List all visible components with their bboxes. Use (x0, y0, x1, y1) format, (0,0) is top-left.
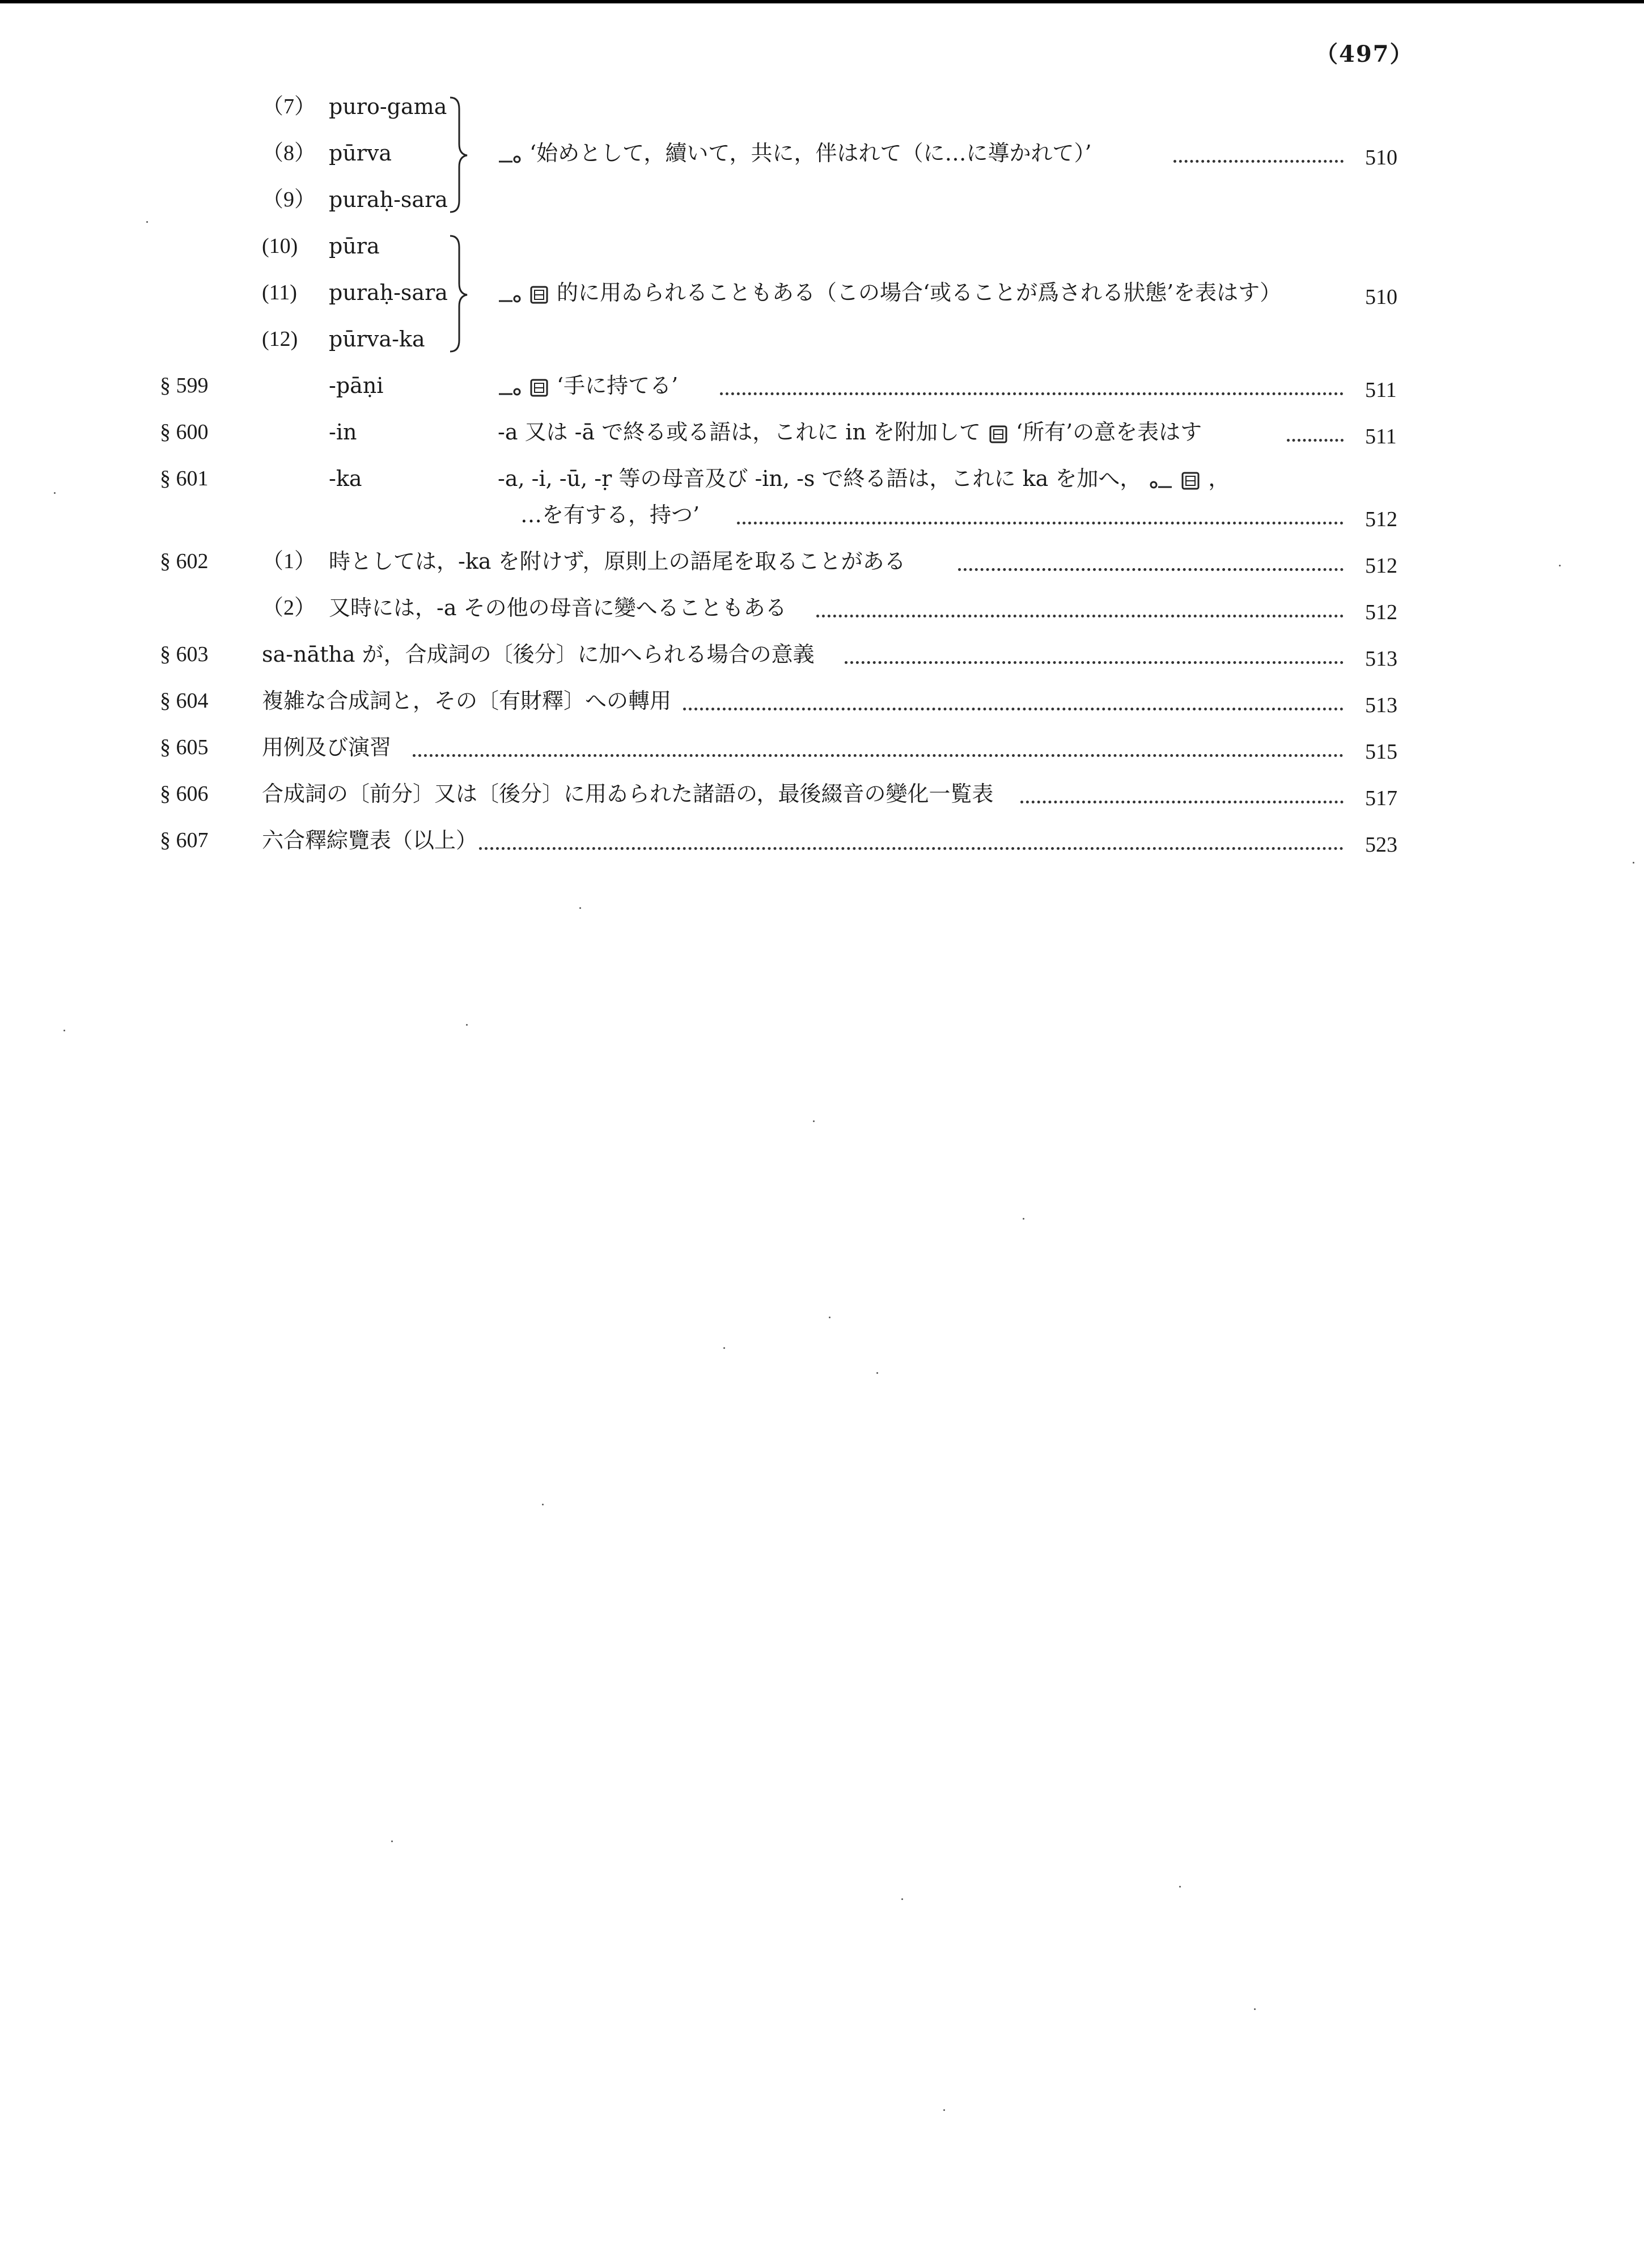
scan-speck (146, 221, 148, 223)
page-ref: 510 (1365, 146, 1397, 170)
leader-dots (1173, 160, 1344, 163)
section-number: § 607 (160, 828, 209, 852)
section-term: -pāṇi (329, 373, 384, 398)
entry-term: pūrva-ka (329, 327, 425, 352)
scan-speck (391, 1840, 393, 1842)
scan-speck (943, 2109, 945, 2111)
leader-dots (845, 661, 1344, 664)
page-ref: 511 (1365, 425, 1397, 448)
entry-term: pūra (329, 234, 380, 259)
leader-dots (1287, 439, 1344, 442)
scan-speck (901, 1898, 903, 1900)
scan-speck (723, 1347, 725, 1349)
leader-dots (737, 522, 1344, 524)
leader-dots (958, 568, 1344, 571)
section-term: -ka (329, 466, 362, 491)
item-number: （2） (262, 596, 316, 620)
top-border-line (0, 0, 1644, 3)
s600-text-2: ‘所有’の意を表はす (1016, 420, 1202, 445)
underline-dot-mark-icon (498, 379, 522, 396)
page-ref: 523 (1365, 833, 1397, 857)
s601-continuation: …を有する，持つ’ (520, 502, 700, 527)
section-title: 複雑な合成詞と，その〔有財釋〕への轉用 (262, 688, 672, 713)
group1-description (498, 141, 1092, 166)
page-ref: 512 (1365, 600, 1397, 624)
brace-group-2 (448, 234, 471, 354)
page-ref: 512 (1365, 507, 1397, 531)
entry-term: puro-gama (329, 94, 447, 119)
entry-number: (10) (262, 234, 298, 258)
page-ref: 517 (1365, 786, 1397, 810)
section-number: § 599 (160, 374, 209, 397)
section-number: § 600 (160, 420, 209, 444)
entry-number: （8） (262, 141, 316, 165)
group1-text: ‘始めとして，續いて，共に，伴はれて（に…に導かれて）’ (529, 141, 1092, 166)
leader-dots (816, 615, 1344, 617)
scan-speck (54, 492, 56, 494)
entry-number: （9） (262, 188, 316, 211)
scan-speck (813, 1120, 815, 1122)
section-title: sa-nātha が，合成詞の〔後分〕に加へられる場合の意義 (262, 642, 815, 667)
group2-text: 的に用ゐられることもある（この場合‘或ることが爲される狀態’を表はす） (557, 280, 1282, 305)
page-ref: 512 (1365, 554, 1397, 578)
scan-speck (1179, 1886, 1181, 1888)
section-number: § 602 (160, 549, 209, 573)
underline-dot-mark-icon (498, 286, 522, 303)
section-number: § 601 (160, 467, 209, 490)
entry-number: （7） (262, 95, 316, 119)
underline-dot-mark-icon (498, 147, 522, 164)
seal-mark-icon (1181, 471, 1200, 490)
scan-speck (829, 1317, 831, 1318)
seal-mark-icon (529, 285, 549, 304)
leader-dots (1020, 801, 1344, 803)
section-term: -in (329, 420, 357, 445)
scan-speck (542, 1504, 544, 1505)
s601-description: -a, -i, -ū, -ṛ 等の母音及び -in, -s で終る語は，これに ka を加へ， ， (498, 466, 1230, 491)
page-ref: 511 (1365, 378, 1397, 402)
entry-term: puraḥ-sara (329, 187, 448, 212)
s600-description (498, 420, 1202, 445)
leader-dots (683, 708, 1344, 710)
seal-mark-icon (989, 425, 1008, 444)
scan-speck (579, 907, 581, 909)
entry-number: (11) (262, 281, 297, 304)
dot-underline-mark-icon (1149, 472, 1173, 489)
leader-dots (413, 754, 1344, 757)
entry-number: (12) (262, 327, 298, 351)
scan-speck (466, 1024, 468, 1026)
scan-speck (1559, 565, 1561, 566)
page-ref: 513 (1365, 647, 1397, 671)
s599-description (498, 373, 678, 398)
s601-text: -a, -i, -ū, -ṛ 等の母音及び -in, -s で終る語は，これに ka を加へ， (498, 466, 1142, 491)
item-text: 又時には，-a その他の母音に變へることもある (329, 595, 787, 620)
scan-speck (876, 1372, 878, 1374)
brace-group-1 (448, 95, 471, 214)
section-number: § 603 (160, 642, 209, 666)
scan-speck (1254, 2008, 1256, 2010)
page-ref: 515 (1365, 740, 1397, 764)
leader-dots (479, 847, 1344, 850)
page-number: （497） (1315, 41, 1414, 67)
section-number: § 605 (160, 735, 209, 759)
s599-text: ‘手に持てる’ (557, 373, 679, 398)
group2-description (498, 280, 1281, 305)
section-number: § 604 (160, 689, 209, 713)
entry-term: pūrva (329, 141, 392, 166)
section-title: 六合釋綜覽表（以上） (262, 828, 478, 853)
page-ref: 510 (1365, 285, 1397, 309)
entry-term: puraḥ-sara (329, 280, 448, 305)
section-title: 合成詞の〔前分〕又は〔後分〕に用ゐられた諸語の，最後綴音の變化一覧表 (262, 781, 994, 806)
item-number: （1） (262, 549, 316, 573)
s600-text: -a 又は -ā で終る或る語は，これに in を附加して (498, 420, 981, 445)
scan-speck (1023, 1218, 1024, 1220)
seal-mark-icon (529, 378, 549, 397)
page-ref: 513 (1365, 693, 1397, 717)
section-title: 用例及び演習 (262, 735, 392, 760)
scan-speck (1633, 862, 1634, 864)
scan-speck (63, 1030, 65, 1031)
item-text: 時としては，-ka を附けず，原則上の語尾を取ることがある (329, 549, 906, 574)
section-number: § 606 (160, 782, 209, 806)
leader-dots (720, 392, 1344, 395)
